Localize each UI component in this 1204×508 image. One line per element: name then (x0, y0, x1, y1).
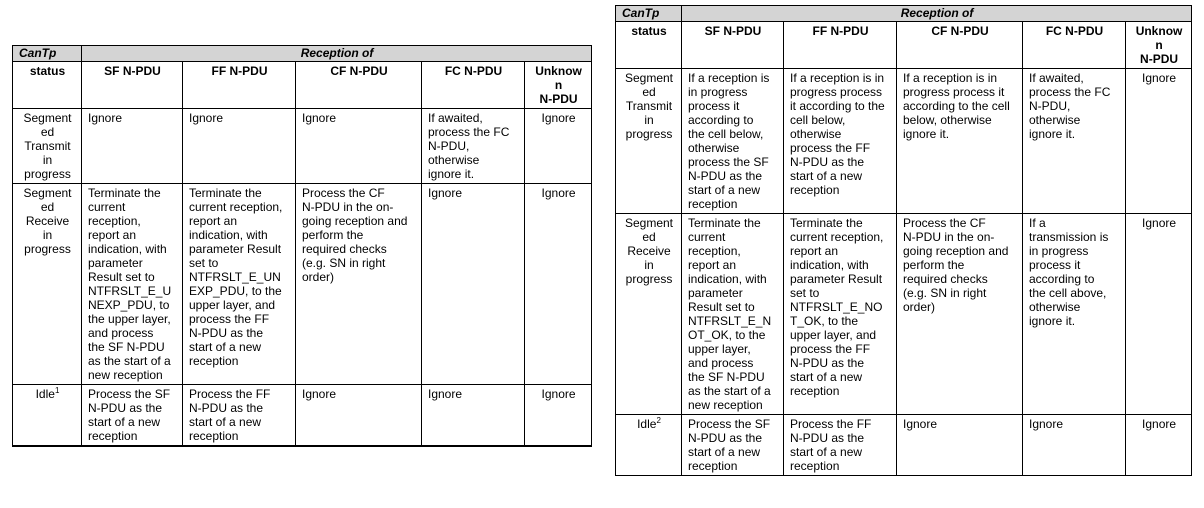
col-unknown: Unknow n N-PDU (525, 62, 592, 109)
footnote-marker: 1 (54, 386, 60, 395)
fc-cell: Ignore (422, 184, 525, 385)
col-ff: FF N-PDU (183, 62, 296, 109)
sf-cell: Terminate the current reception, report an indication, with parameter Result set to NTFRSLT_E_U NEXP_PDU, to the upper layer, and process the SF N-PDU as the start of a new reception (82, 184, 183, 385)
unknown-cell: Ignore (525, 385, 592, 447)
col-fc: FC N-PDU (1023, 22, 1126, 69)
col-status: status (13, 62, 82, 109)
col-cf: CF N-PDU (296, 62, 422, 109)
fc-cell: Ignore (422, 385, 525, 447)
col-sf: SF N-PDU (682, 22, 784, 69)
status-cell: Segment ed Transmit in progress (13, 109, 82, 184)
cantp-header: CanTp (13, 46, 82, 62)
unknown-cell: Ignore (1126, 69, 1192, 214)
cf-cell: Process the CF N-PDU in the on- going reception and perform the required checks (e.g. SN in right order) (897, 214, 1023, 415)
unknown-cell: Ignore (525, 109, 592, 184)
sf-cell: Terminate the current reception, report an indication, with parameter Result set to NTFRSLT_E_N OT_OK, to the upper layer, and process the SF N-PDU as the start of a new reception (682, 214, 784, 415)
right-reception-table (615, 5, 1192, 476)
ff-cell: If a reception is in progress process it according to the cell below, otherwise process the FF N-PDU as the start of a new reception (784, 69, 897, 214)
sf-cell: Process the SF N-PDU as the start of a new reception (82, 385, 183, 447)
cantp-header: CanTp (616, 6, 682, 22)
ff-cell: Ignore (183, 109, 296, 184)
fc-cell: If awaited, process the FC N-PDU, otherwise ignore it. (422, 109, 525, 184)
unknown-cell: Ignore (1126, 214, 1192, 415)
col-cf: CF N-PDU (897, 22, 1023, 69)
reception-of-header: Reception of (82, 46, 592, 62)
col-ff: FF N-PDU (784, 22, 897, 69)
ff-cell: Process the FF N-PDU as the start of a new reception (183, 385, 296, 447)
col-unknown: Unknow n N-PDU (1126, 22, 1192, 69)
column-header-row (13, 62, 592, 109)
table-row (616, 69, 1192, 214)
fc-cell: Ignore (1023, 415, 1126, 476)
ff-cell: Terminate the current reception, report an indication, with parameter Result set to NTFRSLT_E_UN EXP_PDU, to the upper layer, and process the FF N-PDU as the start of a new reception (183, 184, 296, 385)
ff-cell: Process the FF N-PDU as the start of a new reception (784, 415, 897, 476)
unknown-cell: Ignore (525, 184, 592, 385)
status-cell: Segment ed Receive in progress (616, 214, 682, 415)
fc-cell: If awaited, process the FC N-PDU, otherwise ignore it. (1023, 69, 1126, 214)
unknown-cell: Ignore (1126, 415, 1192, 476)
reception-of-header: Reception of (682, 6, 1192, 22)
status-cell: Segment ed Receive in progress (13, 184, 82, 385)
col-fc: FC N-PDU (422, 62, 525, 109)
cf-cell: If a reception is in progress process it according to the cell below, otherwise ignore it. (897, 69, 1023, 214)
table-row (13, 109, 592, 184)
table-row (13, 184, 592, 385)
ff-cell: Terminate the current reception, report an indication, with parameter Result set to NTFRSLT_E_NO T_OK, to the upper layer, and process the FF N-PDU as the start of a new reception (784, 214, 897, 415)
idle-label: Idle (35, 387, 55, 401)
cf-cell: Ignore (897, 415, 1023, 476)
column-header-row (616, 22, 1192, 69)
col-status: status (616, 22, 682, 69)
cf-cell: Ignore (296, 109, 422, 184)
fc-cell: If a transmission is in progress process it according to the cell above, otherwise ignore it. (1023, 214, 1126, 415)
status-cell: Segment ed Transmit in progress (616, 69, 682, 214)
table-row (616, 415, 1192, 476)
footnote-marker: 2 (656, 416, 661, 425)
sf-cell: Ignore (82, 109, 183, 184)
cf-cell: Process the CF N-PDU in the on- going reception and perform the required checks (e.g. SN in right order) (296, 184, 422, 385)
cf-cell: Ignore (296, 385, 422, 447)
sf-cell: If a reception is in progress process it according to the cell below, otherwise process the SF N-PDU as the start of a new reception (682, 69, 784, 214)
col-sf: SF N-PDU (82, 62, 183, 109)
left-reception-table (12, 45, 592, 447)
table-row (616, 214, 1192, 415)
status-cell (13, 385, 82, 447)
status-cell (616, 415, 682, 476)
idle-label: Idle (637, 417, 657, 431)
table-row (13, 385, 592, 447)
sf-cell: Process the SF N-PDU as the start of a new reception (682, 415, 784, 476)
